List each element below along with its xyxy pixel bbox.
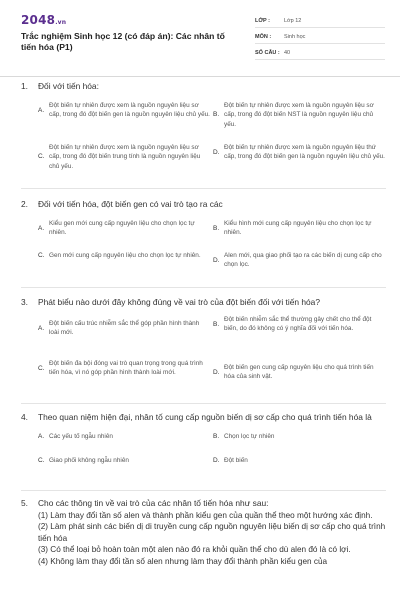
statement-1: (1) Làm thay đổi tần số alen và thành phần kiểu gen của quần thể theo một hướng xác định. [38, 510, 373, 520]
meta-value: Sinh học [284, 33, 306, 40]
option-b[interactable] [213, 315, 385, 334]
option-letter: B. [213, 432, 220, 440]
option-letter: C. [38, 364, 45, 372]
meta-row-subject [255, 30, 385, 44]
option-letter: C. [38, 153, 45, 161]
option-letter: A. [38, 106, 45, 114]
meta-key: SỐ CÂU : [255, 49, 280, 56]
option-d[interactable] [213, 251, 385, 270]
option-text: Đột biến [224, 456, 248, 464]
meta-key: LỚP : [255, 17, 270, 24]
question-5 [21, 497, 386, 567]
options [38, 211, 386, 281]
statement-2: (2) Làm phát sinh các biến dị di truyền cung cấp nguồn nguyên liệu biến dị sơ cấp cho quá trình tiến hóa [38, 522, 386, 543]
option-text: Giao phối không ngẫu nhiên [49, 456, 129, 464]
question-number: 4. [21, 412, 28, 422]
question-4 [21, 411, 386, 486]
question-2 [21, 198, 386, 281]
options [38, 93, 386, 183]
site-logo[interactable] [21, 13, 66, 27]
divider [21, 403, 386, 404]
option-text: Gen mới cung cấp nguyên liệu cho chọn lọc tự nhiên. [49, 251, 201, 259]
option-letter: D. [213, 368, 220, 376]
option-c[interactable] [38, 143, 210, 172]
document-header [0, 0, 400, 77]
option-d[interactable] [213, 456, 385, 466]
option-letter: A. [38, 432, 45, 440]
option-letter: A. [38, 224, 45, 232]
option-letter: D. [213, 456, 220, 464]
meta-panel [255, 14, 385, 62]
statement-list [38, 510, 386, 568]
divider [21, 287, 386, 288]
option-c[interactable] [38, 359, 210, 378]
question-header [21, 497, 386, 510]
question-header [21, 80, 386, 93]
question-text: Phát biểu nào dưới đây không đúng về vai trò của đột biến đối với tiến hóa? [38, 297, 320, 307]
question-text: Cho các thông tin về vai trò của các nhân tố tiến hóa như sau: [38, 498, 269, 508]
meta-row-count [255, 46, 385, 60]
option-letter: D. [213, 256, 220, 264]
option-c[interactable] [38, 251, 210, 261]
option-letter: C. [38, 251, 45, 259]
question-1 [21, 80, 386, 183]
option-text: Đột biến nhiễm sắc thể thường gây chết cho thể đột biến, do đó không có ý nghĩa đối với tiến hóa. [224, 315, 372, 332]
option-letter: C. [38, 456, 45, 464]
divider [21, 490, 386, 491]
option-a[interactable] [38, 219, 210, 238]
option-a[interactable] [38, 101, 210, 120]
question-number: 3. [21, 297, 28, 307]
option-text: Các yếu tố ngẫu nhiên [49, 432, 113, 440]
meta-key: MÔN : [255, 33, 272, 40]
question-text: Đối với tiến hóa: [38, 81, 99, 91]
option-b[interactable] [213, 101, 385, 130]
option-b[interactable] [213, 432, 385, 442]
option-d[interactable] [213, 143, 385, 162]
divider [21, 188, 386, 189]
statement-3: (3) Có thể loại bỏ hoàn toàn một alen nào đó ra khỏi quần thể cho dù alen đó là có lợi. [38, 545, 351, 555]
question-header [21, 411, 386, 424]
question-number: 5. [21, 498, 28, 508]
document-title: Trắc nghiệm Sinh học 12 (có đáp án): Các nhân tố tiến hóa (P1) [21, 31, 225, 52]
option-text: Kiểu hình mới cung cấp nguyên liệu cho chọn lọc tự nhiên. [224, 219, 372, 236]
option-letter: B. [213, 111, 220, 119]
option-text: Đột biến tự nhiên được xem là nguồn nguyên liệu sơ cấp, trong đó đột biến gen là nguồn nguyên liệu chủ yếu. [49, 101, 210, 118]
option-text: Đột biến gen cung cấp nguyên liệu cho quá trình tiến hóa của sinh vật. [224, 363, 374, 380]
logo-brand: 2048 [21, 13, 56, 27]
option-text: Đột biến tự nhiên được xem là nguồn nguyên liệu sơ cấp, trong đó đột biến trung tính là nguồn nguyên liệu chủ yếu. [49, 143, 201, 170]
options [38, 309, 386, 401]
meta-row-class [255, 14, 385, 28]
question-text: Theo quan niệm hiện đại, nhân tố cung cấp nguồn biến dị sơ cấp cho quá trình tiến hóa là [38, 412, 372, 422]
option-letter: B. [213, 224, 220, 232]
option-text: Alen mới, qua giao phối tạo ra các biến dị cung cấp cho chọn lọc. [224, 251, 382, 268]
meta-value: 40 [284, 49, 291, 56]
option-text: Kiểu gen mới cung cấp nguyên liệu cho chọn lọc tự nhiên. [49, 219, 195, 236]
option-d[interactable] [213, 363, 385, 382]
question-header [21, 198, 386, 211]
logo-suffix: .vn [55, 19, 67, 26]
statement-4: (4) Không làm thay đổi tần số alen nhưng làm thay đổi thành phần kiểu gen của [38, 556, 328, 566]
question-3 [21, 296, 386, 401]
question-text: Đối với tiến hóa, đột biến gen có vai trò tạo ra các [38, 199, 223, 209]
option-a[interactable] [38, 319, 210, 338]
option-a[interactable] [38, 432, 210, 442]
option-letter: A. [38, 324, 45, 332]
option-c[interactable] [38, 456, 210, 466]
option-b[interactable] [213, 219, 385, 238]
option-text: Đột biến tự nhiên được xem là nguồn nguyên liệu thứ cấp, trong đó đột biến gen là nguồn nguyên liệu chủ yếu. [224, 143, 385, 160]
option-text: Đột biến đa bội đóng vai trò quan trọng trong quá trình tiến hóa, vì nó góp phần hình thành loài mới. [49, 359, 203, 376]
option-text: Chọn lọc tự nhiên [224, 432, 275, 440]
options [38, 424, 386, 486]
question-header [21, 296, 386, 309]
option-letter: B. [213, 320, 220, 328]
question-number: 1. [21, 81, 28, 91]
option-text: Đột biến cấu trúc nhiễm sắc thể góp phần hình thành loài mới. [49, 319, 200, 336]
question-number: 2. [21, 199, 28, 209]
option-text: Đột biến tự nhiên được xem là nguồn nguyên liệu sơ cấp, trong đó đột biến NST là nguồn nguyên liệu chủ yếu. [224, 101, 374, 128]
meta-value: Lớp 12 [284, 17, 302, 24]
option-letter: D. [213, 148, 220, 156]
